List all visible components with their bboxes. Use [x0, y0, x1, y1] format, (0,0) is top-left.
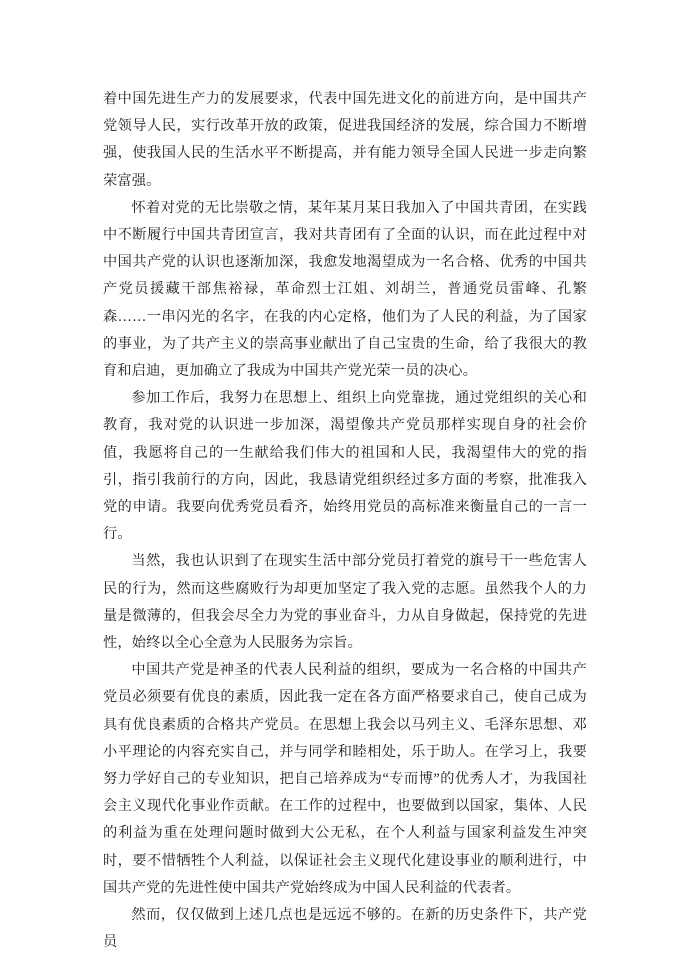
document-body-text — [103, 86, 587, 957]
body-paragraph-continuation: 着中国先进生产力的发展要求，代表中国先进文化的前进方向，是中国共产党领导人民，实行改革开放的政策，促进我国经济的发展，综合国力不断增强，使我国人民的生活水平不断提高，并有能力领导全国人民进一步走向繁荣富强。 — [103, 91, 587, 189]
body-paragraph: 当然，我也认识到了在现实生活中部分党员打着党的旗号干一些危害人民的行为，然而这些腐败行为却更加坚定了我入党的志愿。虽然我个人的力量是微薄的，但我会尽全力为党的事业奋斗，力从自身做起，保持党的先进性，始终以全心全意为人民服务为宗旨。 — [103, 553, 587, 652]
body-paragraph: 然而，仅仅做到上述几点也是远远不够的。在新的历史条件下，共产党员 — [103, 907, 587, 951]
body-paragraph: 中国共产党是神圣的代表人民利益的组织，要成为一名合格的中国共产党员必须要有优良的素质，因此我一定在各方面严格要求自己，使自己成为具有优良素质的合格共产党员。在思想上我会以马列主义、毛泽东思想、邓小平理论的内容充实自己，并与同学和睦相处，乐于助人。在学习上，我要努力学好自己的专业知识，把自己培养成为“专而博”的优秀人才，为我国社会主义现代化事业作贡献。在工作的过程中，也要做到以国家，集体、人民的利益为重在处理问题时做到大公无私，在个人利益与国家利益发生冲突时，要不惜牺牲个人利益，以保证社会主义现代化建设事业的顺利进行，中国共产党的先进性使中国共产党始终成为中国人民利益的代表者。 — [103, 662, 587, 896]
body-paragraph: 怀着对党的无比崇敬之情，某年某月某日我加入了中国共青团，在实践中不断履行中国共青团宣言，我对共青团有了全面的认识，而在此过程中对中国共产党的认识也逐渐加深，我愈发地渴望成为一名合格、优秀的中国共产党员援藏干部焦裕禄，革命烈士江姐、刘胡兰，普通党员雷峰、孔繁森……一串闪光的名字，在我的内心定格，他们为了人民的利益，为了国家的事业，为了共产主义的崇高事业献出了自己宝贵的生命，给了我很大的教育和启迪，更加确立了我成为中国共产党光荣一员的决心。 — [103, 199, 587, 380]
body-paragraph: 参加工作后，我努力在思想上、组织上向党靠拢，通过党组织的关心和教育，我对党的认识进一步加深，渴望像共产党员那样实现自身的社会价值，我愿将自己的一生献给我们伟大的祖国和人民，我渴望伟大的党的指引，指引我前行的方向，因此，我恳请党组织经过多方面的考察，批准我入党的申请。我要向优秀党员看齐，始终用党员的高标准来衡量自己的一言一行。 — [103, 390, 587, 543]
